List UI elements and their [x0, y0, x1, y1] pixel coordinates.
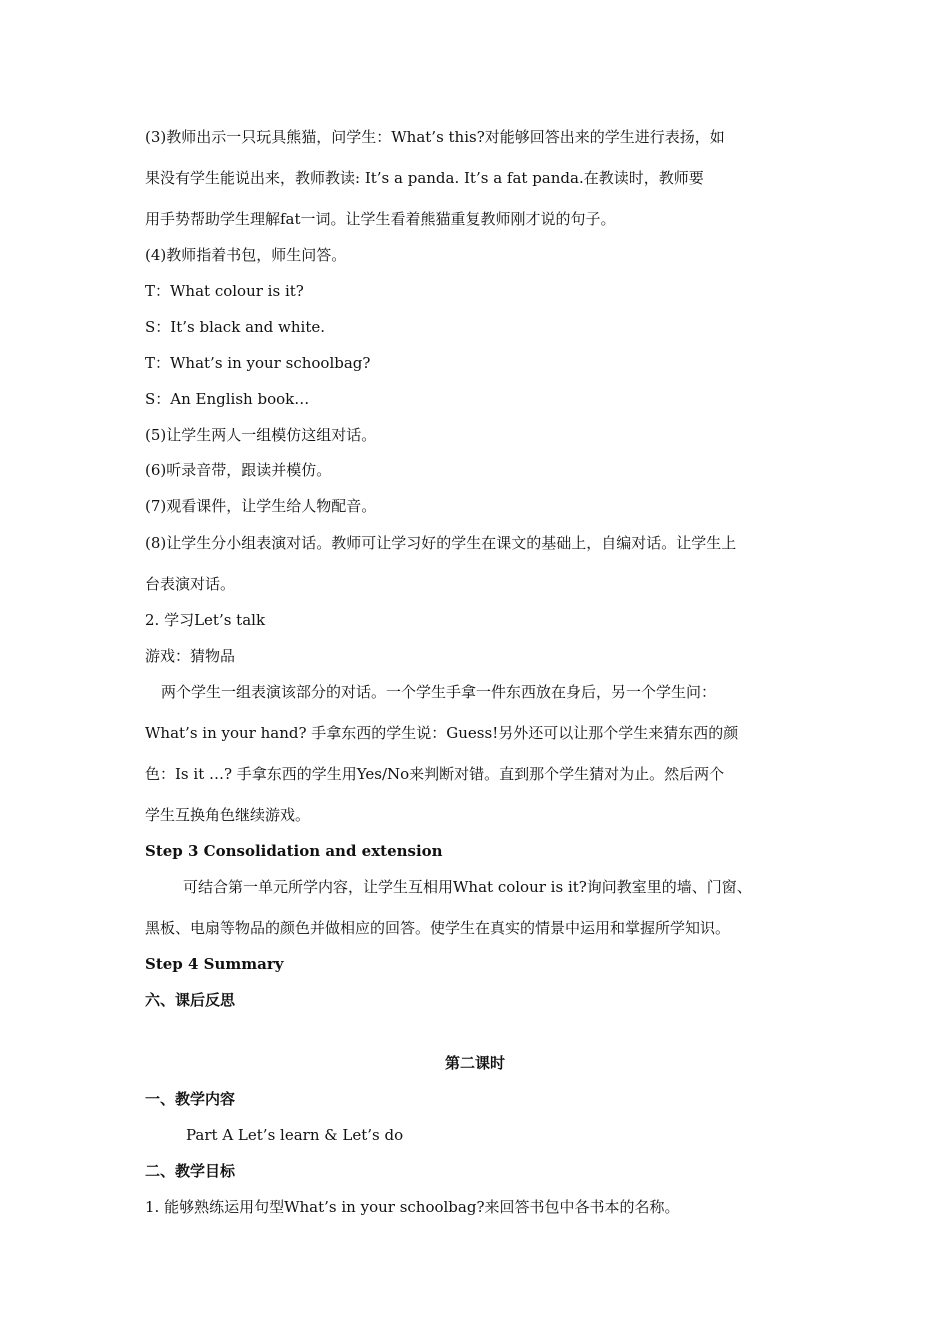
paragraph-line: 黑板、电扇等物品的颜色并做相应的回答。使学生在真实的情景中运用和掌握所学知识。	[145, 919, 731, 937]
section-heading: 二、教学目标	[145, 1162, 236, 1180]
section-item: 2. 学习Let’s talk	[145, 611, 266, 629]
paragraph-line: 台表演对话。	[145, 575, 236, 593]
dialogue-line: T：What’s in your schoolbag?	[145, 354, 371, 372]
dialogue-line: T：What colour is it?	[145, 282, 304, 300]
paragraph-line: (5)让学生两人一组模仿这组对话。	[145, 426, 377, 444]
paragraph-line: 两个学生一组表演该部分的对话。一个学生手拿一件东西放在身后，另一个学生问：	[161, 683, 717, 701]
objective-line: 1. 能够熟练运用句型What’s in your schoolbag?来回答书包中各书本的名称。	[145, 1198, 680, 1216]
paragraph-line: (4)教师指着书包，师生问答。	[145, 246, 347, 264]
step-heading: Step 3 Consolidation and extension	[145, 842, 443, 860]
lesson-title: 第二课时	[444, 1054, 505, 1072]
paragraph-line: 果没有学生能说出来，教师教读: It’s a panda. It’s a fat panda.在教读时，教师要	[145, 169, 704, 187]
game-title: 游戏：猜物品	[145, 647, 236, 665]
content-line: Part A Let’s learn & Let’s do	[186, 1126, 404, 1144]
section-heading: 一、教学内容	[145, 1090, 236, 1108]
dialogue-line: S：An English book…	[145, 390, 310, 408]
paragraph-line: What’s in your hand? 手拿东西的学生说：Guess!另外还可以让那个学生来猜东西的颜	[145, 724, 739, 742]
paragraph-line: 可结合第一单元所学内容，让学生互相用What colour is it?询问教室里的墙、门窗、	[183, 878, 752, 896]
paragraph-line: 色：Is it …? 手拿东西的学生用Yes/No来判断对错。直到那个学生猜对为止。然后两个	[145, 765, 725, 783]
paragraph-line: (3)教师出示一只玩具熊猫，问学生：What’s this?对能够回答出来的学生进行表扬，如	[145, 128, 725, 146]
paragraph-line: 学生互换角色继续游戏。	[145, 806, 311, 824]
paragraph-line: (8)让学生分小组表演对话。教师可让学习好的学生在课文的基础上，自编对话。让学生上	[145, 534, 737, 552]
paragraph-line: (6)听录音带，跟读并模仿。	[145, 461, 332, 479]
paragraph-line: 用手势帮助学生理解fat一词。让学生看着熊猫重复教师刚才说的句子。	[145, 210, 616, 228]
section-heading: 六、课后反思	[145, 991, 236, 1009]
step-heading: Step 4 Summary	[145, 955, 284, 973]
paragraph-line: (7)观看课件，让学生给人物配音。	[145, 497, 377, 515]
dialogue-line: S：It’s black and white.	[145, 318, 326, 336]
